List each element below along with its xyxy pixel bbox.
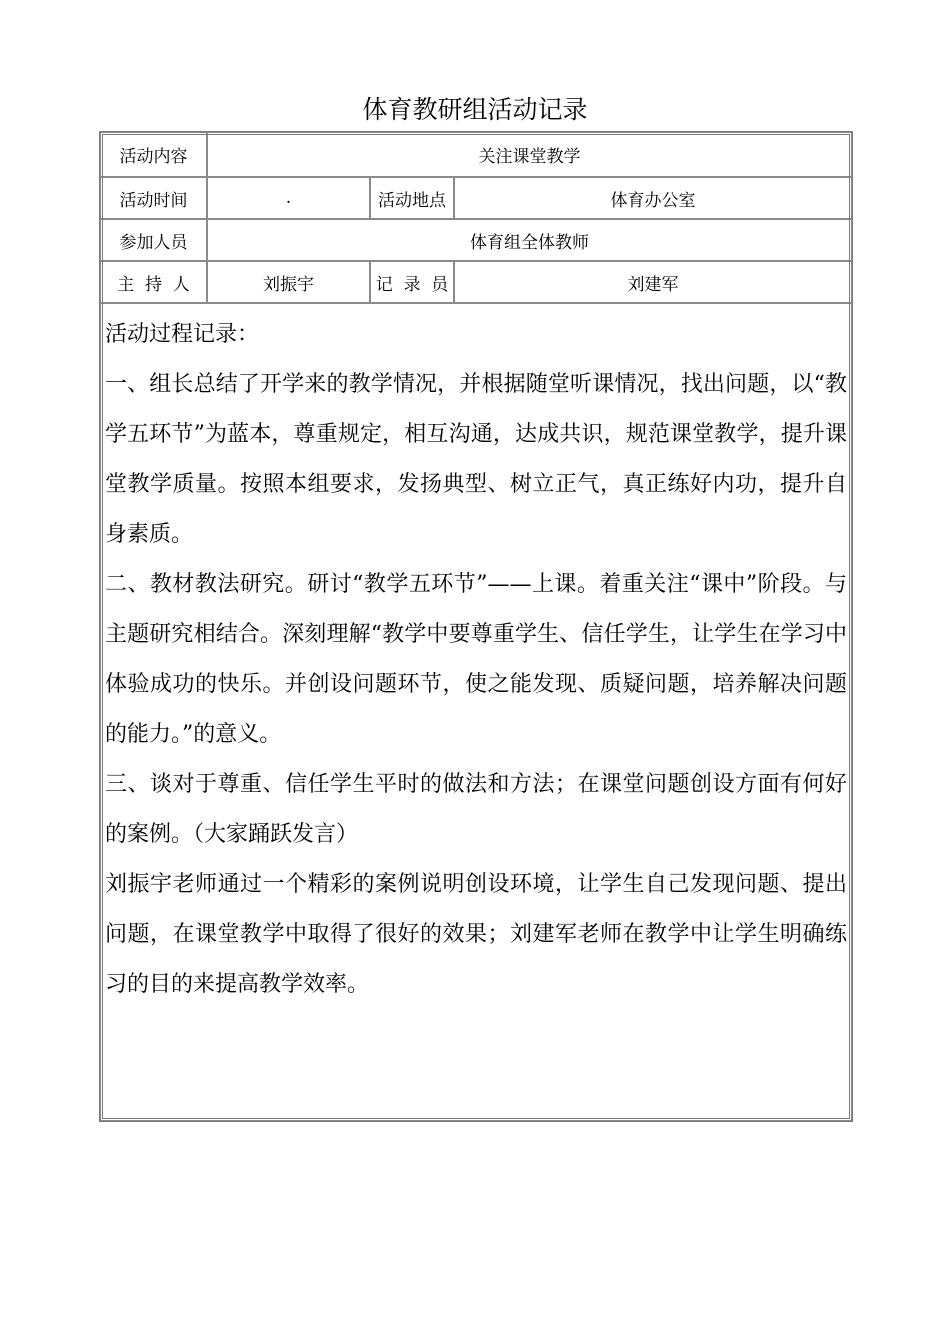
process-cell (100, 303, 852, 1121)
process-paragraph: 一、组长总结了开学来的教学情况，并根据随堂听课情况，找出问题，以“教学五环节”为蓝本，尊重规定，相互沟通，达成共识，规范课堂教学，提升课堂教学质量。按照本组要求，发扬典型、树立正气，真正练好内功，提升自身素质。 (105, 372, 848, 547)
activity-record-table (99, 131, 853, 1122)
place-value: 体育办公室 (454, 177, 852, 219)
content-row (100, 132, 852, 177)
time-place-row (100, 177, 852, 219)
place-label: 活动地点 (370, 177, 454, 219)
process-paragraph: 刘振宇老师通过一个精彩的案例说明创设环境，让学生自己发现问题、提出问题，在课堂教学中取得了很好的效果；刘建军老师在教学中让学生明确练习的目的来提高教学效率。 (105, 872, 848, 997)
participants-row (100, 219, 852, 261)
time-label: 活动时间 (100, 177, 207, 219)
participants-value: 体育组全体教师 (207, 219, 852, 261)
process-paragraph: 二、教材教法研究。研讨“教学五环节”——上课。着重关注“课中”阶段。与主题研究相结合。深刻理解“教学中要尊重学生、信任学生，让学生在学习中体验成功的快乐。并创设问题环节，使之能发现、质疑问题，培养解决问题的能力。”的意义。 (105, 572, 848, 747)
process-paragraph: 三、谈对于尊重、信任学生平时的做法和方法；在课堂问题创设方面有何好的案例。（大家踊跃发言） (105, 772, 848, 847)
participants-label: 参加人员 (100, 219, 207, 261)
host-recorder-row (100, 261, 852, 303)
recorder-label: 记 录 员 (370, 261, 454, 303)
time-value: . (207, 177, 370, 219)
content-value: 关注课堂教学 (207, 132, 852, 177)
host-value: 刘振宇 (207, 261, 370, 303)
host-label: 主 持 人 (100, 261, 207, 303)
recorder-value: 刘建军 (454, 261, 852, 303)
content-label: 活动内容 (100, 132, 207, 177)
process-row (100, 303, 852, 1121)
page-title: 体育教研组活动记录 (362, 95, 588, 124)
process-heading: 活动过程记录： (105, 322, 260, 347)
